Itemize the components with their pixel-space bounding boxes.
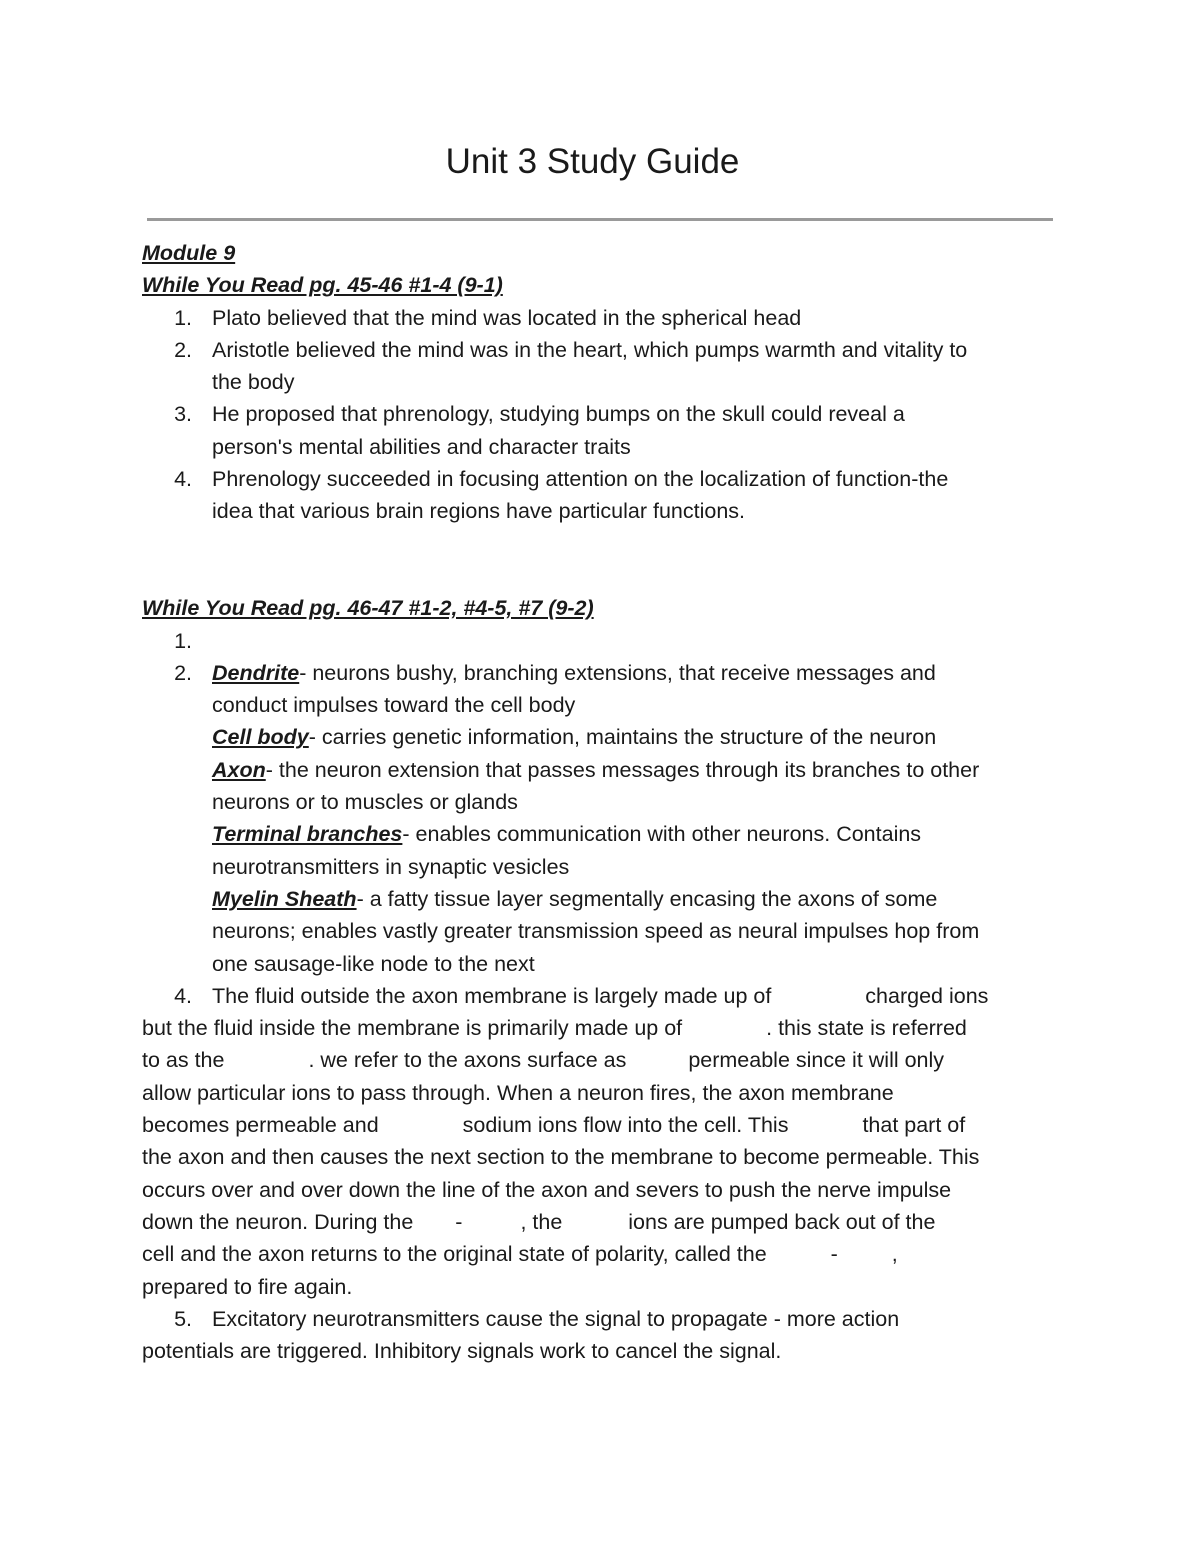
- list-item: [142, 398, 1072, 430]
- list-number: 2.: [174, 337, 192, 362]
- paragraph-line: the axon and then causes the next section to the membrane to become permeable. This: [142, 1145, 980, 1170]
- blank-line: [142, 528, 1072, 560]
- paragraph-line: but the fluid inside the membrane is primarily made up of . this state is referred: [142, 1016, 967, 1041]
- paragraph-line: allow particular ions to pass through. When a neuron fires, the axon membrane: [142, 1080, 894, 1105]
- definition-continued: neurons; enables vastly greater transmission speed as neural impulses hop from: [212, 919, 980, 944]
- list-text-continued: idea that various brain regions have particular functions.: [212, 499, 746, 524]
- paragraph-line: cell and the axon returns to the original state of polarity, called the - ,: [142, 1242, 898, 1267]
- section2-heading: While You Read pg. 46-47 #1-2, #4-5, #7 (9-2): [142, 596, 594, 621]
- definition-continued: conduct impulses toward the cell body: [212, 693, 576, 718]
- term-cell-body: Cell body: [212, 725, 309, 750]
- list-number: 5.: [174, 1306, 192, 1331]
- definition-text: - the neuron extension that passes messages through its branches to other: [265, 757, 980, 782]
- list-item: [142, 463, 1072, 495]
- section1-list: [142, 302, 1072, 528]
- term-line: [142, 818, 1072, 850]
- list-number: 3.: [174, 402, 192, 427]
- term-terminal-branches: Terminal branches: [212, 822, 403, 847]
- paragraph-line: 5. Excitatory neurotransmitters cause the signal to propagate - more action: [142, 1303, 1072, 1335]
- list-text: Aristotle believed the mind was in the heart, which pumps warmth and vitality to: [212, 337, 968, 362]
- list-item: [142, 334, 1072, 366]
- term-line: [142, 883, 1072, 915]
- section2-list: [142, 625, 1072, 1368]
- definition-text: - enables communication with other neurons. Contains: [402, 822, 922, 847]
- paragraph-line: down the neuron. During the - , the ions are pumped back out of the: [142, 1209, 936, 1234]
- definition-continued: neurotransmitters in synaptic vesicles: [212, 854, 570, 879]
- list-text: He proposed that phrenology, studying bumps on the skull could reveal a: [212, 402, 905, 427]
- definition-text: - carries genetic information, maintains the structure of the neuron: [308, 725, 937, 750]
- paragraph-line: prepared to fire again.: [142, 1274, 353, 1299]
- definition-text: - neurons bushy, branching extensions, that receive messages and: [299, 660, 936, 685]
- horizontal-rule: [147, 218, 1053, 221]
- blank-line: [142, 560, 1072, 592]
- paragraph-line: to as the . we refer to the axons surface as permeable since it will only: [142, 1048, 945, 1073]
- list-text-continued: person's mental abilities and character traits: [212, 434, 631, 459]
- term-line: [142, 754, 1072, 786]
- paragraph-line: becomes permeable and sodium ions flow into the cell. This that part of: [142, 1113, 966, 1138]
- paragraph-line: potentials are triggered. Inhibitory signals work to cancel the signal.: [142, 1339, 782, 1364]
- definition-continued: neurons or to muscles or glands: [212, 790, 518, 815]
- list-item: [142, 302, 1072, 334]
- list-number: 1.: [174, 628, 192, 653]
- module-heading: Module 9: [142, 241, 236, 265]
- term-myelin-sheath: Myelin Sheath: [212, 886, 357, 911]
- list-text: Plato believed that the mind was located in the spherical head: [212, 305, 802, 330]
- term-line: [142, 721, 1072, 753]
- list-number: 2.: [174, 660, 192, 685]
- term-dendrite: Dendrite: [212, 660, 300, 685]
- list-number: 4.: [174, 983, 192, 1008]
- list-item: [142, 657, 1072, 689]
- paragraph-line: 4. The fluid outside the axon membrane is largely made up of charged ions: [142, 980, 1072, 1012]
- list-number: 1.: [174, 305, 192, 330]
- list-text-continued: the body: [212, 370, 295, 395]
- paragraph-line: occurs over and over down the line of the axon and severs to push the nerve impulse: [142, 1177, 952, 1202]
- definition-continued: one sausage-like node to the next: [212, 951, 535, 976]
- document-title: Unit 3 Study Guide: [445, 142, 740, 181]
- section1-heading: While You Read pg. 45-46 #1-4 (9-1): [142, 273, 503, 298]
- definition-text: - a fatty tissue layer segmentally encasing the axons of some: [356, 886, 938, 911]
- list-item: [142, 625, 1072, 657]
- document-body: [142, 237, 1072, 1367]
- list-text: Phrenology succeeded in focusing attention on the localization of function-the: [212, 467, 949, 492]
- list-number: 4.: [174, 467, 192, 492]
- term-axon: Axon: [212, 757, 266, 782]
